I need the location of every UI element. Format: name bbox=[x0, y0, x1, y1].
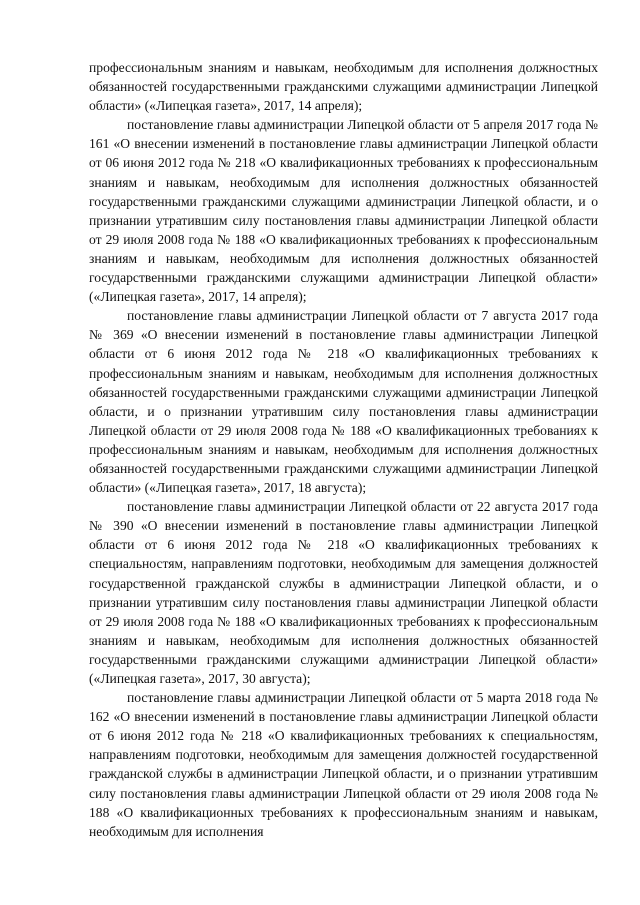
paragraph-resolution-161: постановление главы администрации Липецкой области от 5 апреля 2017 года № 161 «О внесении изменений в постановление главы администрации Липецкой области от 06 июня 2012 года № 218 «О квалификационных требованиях к профессиональным знаниям и навыкам, необходимым для исполнения должностных обязанностей государственными гражданскими служащими администрации Липецкой области, и о признании утратившим силу постановления главы администрации Липецкой области от 29 июля 2008 года № 188 «О квалификационных требованиях к профессиональным знаниям и навыкам, необходимым для исполнения должностных обязанностей государственными гражданскими служащими администрации Липецкой области» («Липецкая газета», 2017, 14 апреля); bbox=[89, 117, 598, 305]
paragraph-resolution-162: постановление главы администрации Липецкой области от 5 марта 2018 года № 162 «О внесении изменений в постановление главы администрации Липецкой области от 6 июня 2012 года № 218 «О квалификационных требованиях к специальностям, направлениям подготовки, необходимым для замещения должностей государственной гражданской службы в администрации Липецкой области, и о признании утратившим силу постановления главы администрации Липецкой области от 29 июля 2008 года № 188 «О квалификационных требованиях к профессиональным знаниям и навыкам, необходимым для исполнения bbox=[89, 690, 598, 839]
paragraph-continuation: профессиональным знаниям и навыкам, необходимым для исполнения должностных обязанностей государственными гражданскими служащими администрации Липецкой области» («Липецкая газета», 2017, 14 апреля); bbox=[89, 60, 598, 114]
document-page bbox=[89, 58, 598, 841]
paragraph-resolution-369: постановление главы администрации Липецкой области от 7 августа 2017 года № 369 «О внесении изменений в постановление главы администрации Липецкой области от 6 июня 2012 года № 218 «О квалификационных требованиях к профессиональным знаниям и навыкам, необходимым для исполнения должностных обязанностей государственными гражданскими служащими администрации Липецкой области, и о признании утратившим силу постановления главы администрации Липецкой области от 29 июля 2008 года № 188 «О квалификационных требованиях к профессиональным знаниям и навыкам, необходимым для исполнения должностных обязанностей государственными гражданскими служащими администрации Липецкой области» («Липецкая газета», 2017, 18 августа); bbox=[89, 308, 598, 496]
paragraph-resolution-390: постановление главы администрации Липецкой области от 22 августа 2017 года № 390 «О внесении изменений в постановление главы администрации Липецкой области от 6 июня 2012 года № 218 «О квалификационных требованиях к специальностям, направлениям подготовки, необходимым для замещения должностей государственной гражданской службы в администрации Липецкой области, и о признании утратившим силу постановления главы администрации Липецкой области от 29 июля 2008 года № 188 «О квалификационных требованиях к профессиональным знаниям и навыкам, необходимым для исполнения должностных обязанностей государственными гражданскими служащими администрации Липецкой области» («Липецкая газета», 2017, 30 августа); bbox=[89, 499, 598, 686]
